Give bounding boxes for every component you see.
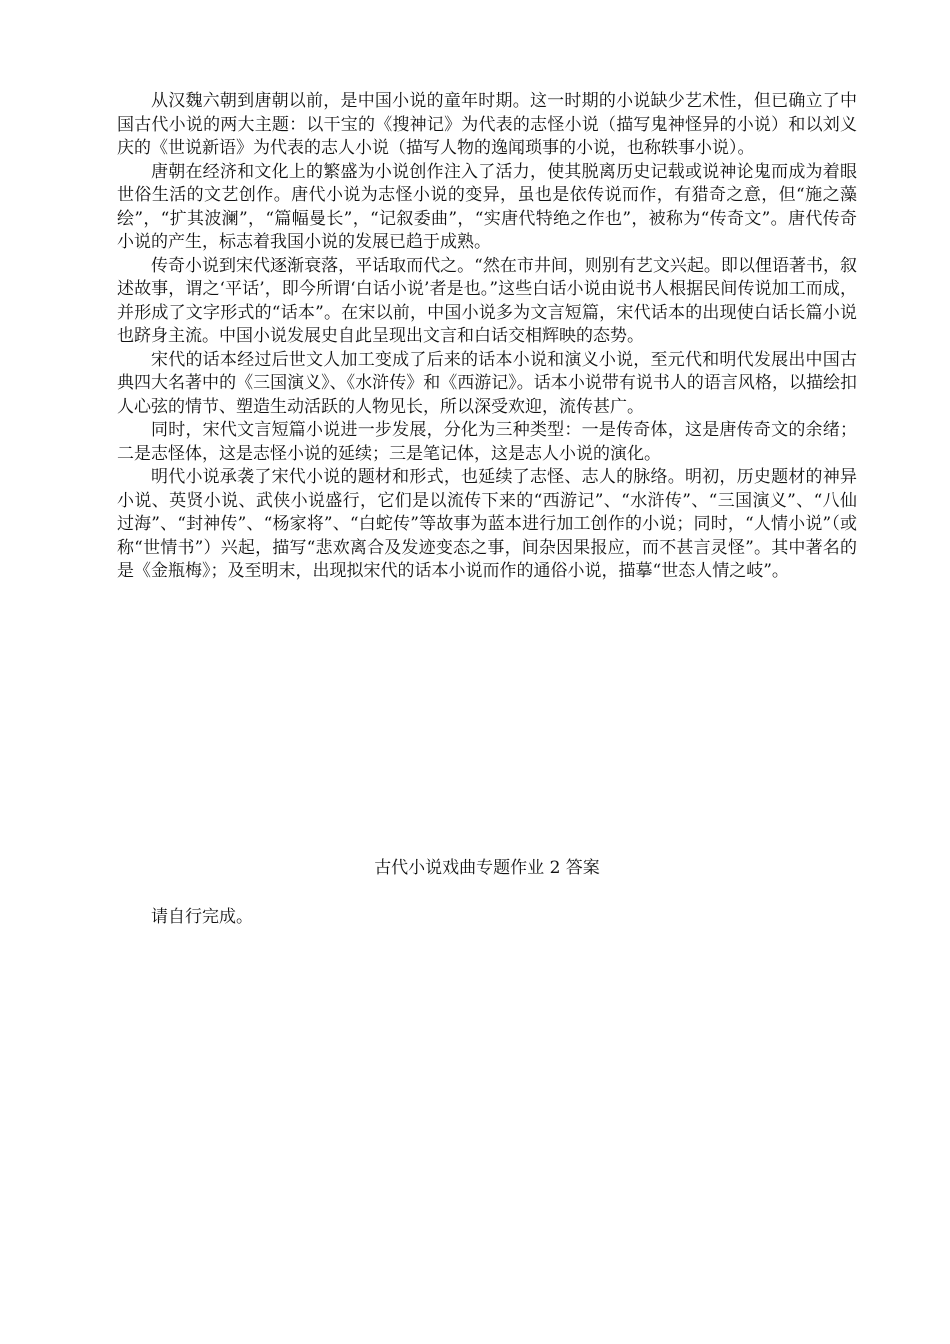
paragraph-5: 同时，宋代文言短篇小说进一步发展，分化为三种类型：一是传奇体，这是唐传奇文的余绪；二是志怪体，这是志怪小说的延续；三是笔记体，这是志人小说的演化。 [117,420,857,464]
paragraph-3: 传奇小说到宋代逐渐衰落，平话取而代之。“然在市井间，则别有艺文兴起。即以俚语著书，叙述故事，谓之‘平话’，即今所谓‘白话小说’者是也。”这些白话小说由说书人根据民间传说加工而成，并形成了文字形式的“话本”。在宋以前，中国小说多为文言短篇，宋代话本的出现使白话长篇小说也跻身主流。中国小说发展史自此呈现出文言和白话交相辉映的态势。 [117,255,857,346]
answer-text: 请自行完成。 [151,907,253,927]
paragraph-1: 从汉魏六朝到唐朝以前，是中国小说的童年时期。这一时期的小说缺少艺术性，但已确立了中国古代小说的两大主题：以干宝的《搜神记》为代表的志怪小说（描写鬼神怪异的小说）和以刘义庆的《世说新语》为代表的志人小说（描写人物的逸闻琐事的小说，也称轶事小说）。 [117,91,857,158]
section-title: 古代小说戏曲专题作业 2 答案 [374,858,600,878]
answer-section [117,905,857,929]
essay-body [117,90,857,584]
paragraph-6: 明代小说承袭了宋代小说的题材和形式，也延续了志怪、志人的脉络。明初，历史题材的神异小说、英贤小说、武侠小说盛行，它们是以流传下来的“西游记”、“水浒传”、“三国演义”、“八仙过海”、“封神传”、“杨家将”、“白蛇传”等故事为蓝本进行加工创作的小说；同时，“人情小说”（或称“世情书”）兴起，描写“悲欢离合及发迹变态之事，间杂因果报应，而不甚言灵怪”。其中著名的是《金瓶梅》；及至明末，出现拟宋代的话本小说而作的通俗小说，描摹“世态人情之岐”。 [117,467,857,581]
paragraph-4: 宋代的话本经过后世文人加工变成了后来的话本小说和演义小说，至元代和明代发展出中国古典四大名著中的《三国演义》、《水浒传》和《西游记》。话本小说带有说书人的语言风格，以描绘扣人心弦的情节、塑造生动活跃的人物见长，所以深受欢迎，流传甚广。 [117,349,857,417]
paragraph-2: 唐朝在经济和文化上的繁盛为小说创作注入了活力，使其脱离历史记载或说神论鬼而成为着眼世俗生活的文艺创作。唐代小说为志怪小说的变异，虽也是依传说而作，有猎奇之意，但“施之藻绘”，“扩其波澜”，“篇幅曼长”，“记叙委曲”，“实唐代特绝之作也”，被称为“传奇文”。唐代传奇小说的产生，标志着我国小说的发展已趋于成熟。 [117,161,857,252]
